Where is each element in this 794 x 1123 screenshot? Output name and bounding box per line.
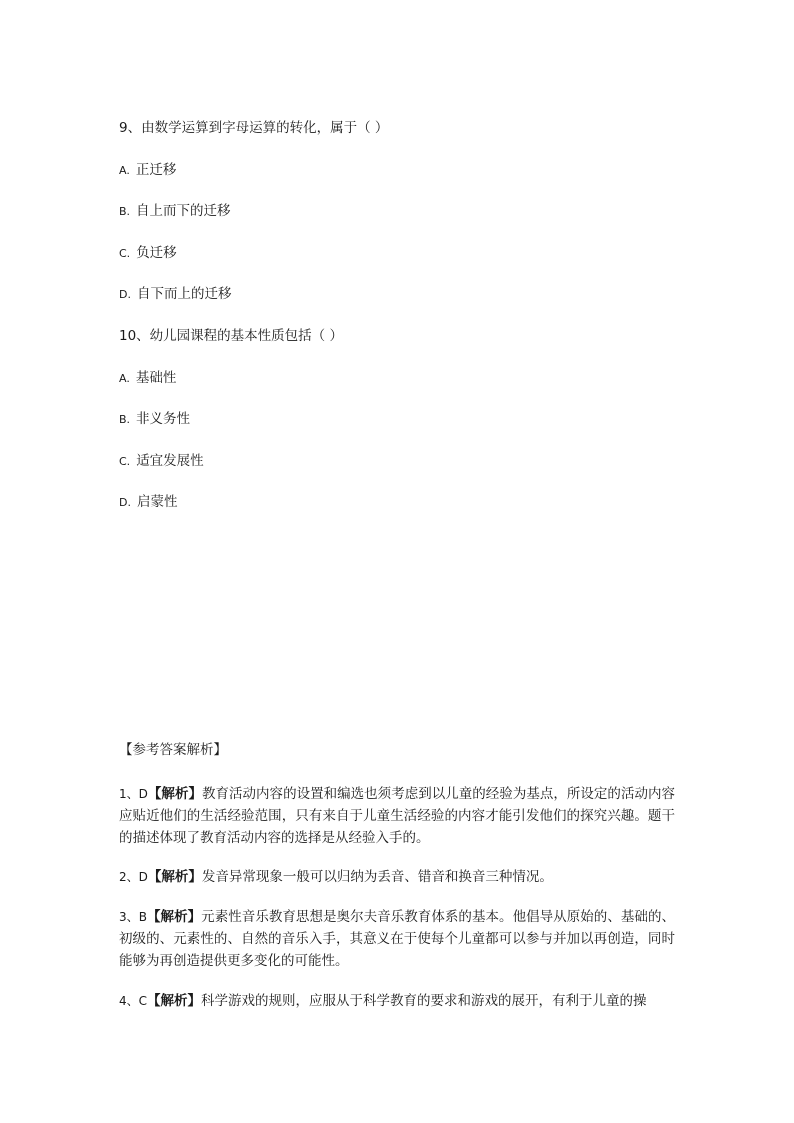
answer-tag: 【解析】: [147, 869, 202, 885]
option-letter: B.: [119, 413, 131, 426]
option-text: 自上而下的迁移: [136, 203, 231, 219]
answer-1: [119, 783, 675, 849]
question-9-option-b: [119, 202, 231, 221]
question-10-text: 10、幼儿园课程的基本性质包括（ ）: [119, 328, 343, 344]
option-text: 负迁移: [136, 245, 177, 261]
option-text: 启蒙性: [136, 494, 178, 510]
question-10-option-a: [119, 369, 176, 388]
option-text: 自下而上的迁移: [136, 286, 232, 302]
answer-3: [119, 906, 675, 972]
answer-text: 发音异常现象一般可以归纳为丢音、错音和换音三种情况。: [201, 869, 553, 885]
answer-tag: 【解析】: [146, 909, 202, 925]
option-text: 基础性: [135, 370, 177, 386]
option-letter: D.: [119, 496, 131, 509]
answers-heading: 【参考答案解析】: [119, 742, 227, 758]
answer-number: 4、C: [119, 994, 148, 1008]
question-10-option-b: [119, 410, 190, 429]
question-9-option-a: [119, 161, 176, 180]
answer-text: 科学游戏的规则，应服从于科学教育的要求和游戏的展开，有利于儿童的操: [201, 993, 647, 1009]
question-9-option-c: [119, 244, 177, 263]
option-text: 非义务性: [136, 411, 191, 427]
option-text: 正迁移: [135, 162, 177, 178]
question-9-option-d: [119, 285, 231, 304]
option-letter: A.: [119, 164, 130, 177]
option-letter: A.: [119, 372, 130, 385]
answer-text: 教育活动内容的设置和编选也须考虑到以儿童的经验为基点，所设定的活动内容应贴近他们的生活经验范围，只有来自于儿童生活经验的内容才能引发他们的探究兴趣。题干的描述体现了教育活动内容的选择是从经验入手的。: [119, 786, 675, 846]
option-letter: C.: [119, 455, 131, 468]
answer-4: [119, 990, 675, 1012]
answer-2: [119, 866, 675, 888]
option-letter: D.: [119, 288, 131, 301]
option-letter: C.: [119, 247, 131, 260]
answer-number: 2、D: [119, 870, 148, 884]
option-letter: B.: [119, 205, 131, 218]
answer-number: 3、B: [119, 910, 147, 924]
answer-tag: 【解析】: [147, 786, 202, 802]
question-10-option-c: [119, 452, 204, 471]
answer-number: 1、D: [119, 787, 148, 801]
question-10-option-d: [119, 493, 177, 512]
answer-tag: 【解析】: [147, 993, 202, 1009]
option-text: 适宜发展性: [136, 453, 204, 469]
answer-text: 元素性音乐教育思想是奥尔夫音乐教育体系的基本。他倡导从原始的、基础的、初级的、元素性的、自然的音乐入手，其意义在于使每个儿童都可以参与并加以再创造，同时能够为再创造提供更多变化的可能性。: [119, 909, 676, 969]
question-9-text: 9、由数学运算到字母运算的转化，属于（ ）: [119, 120, 389, 136]
